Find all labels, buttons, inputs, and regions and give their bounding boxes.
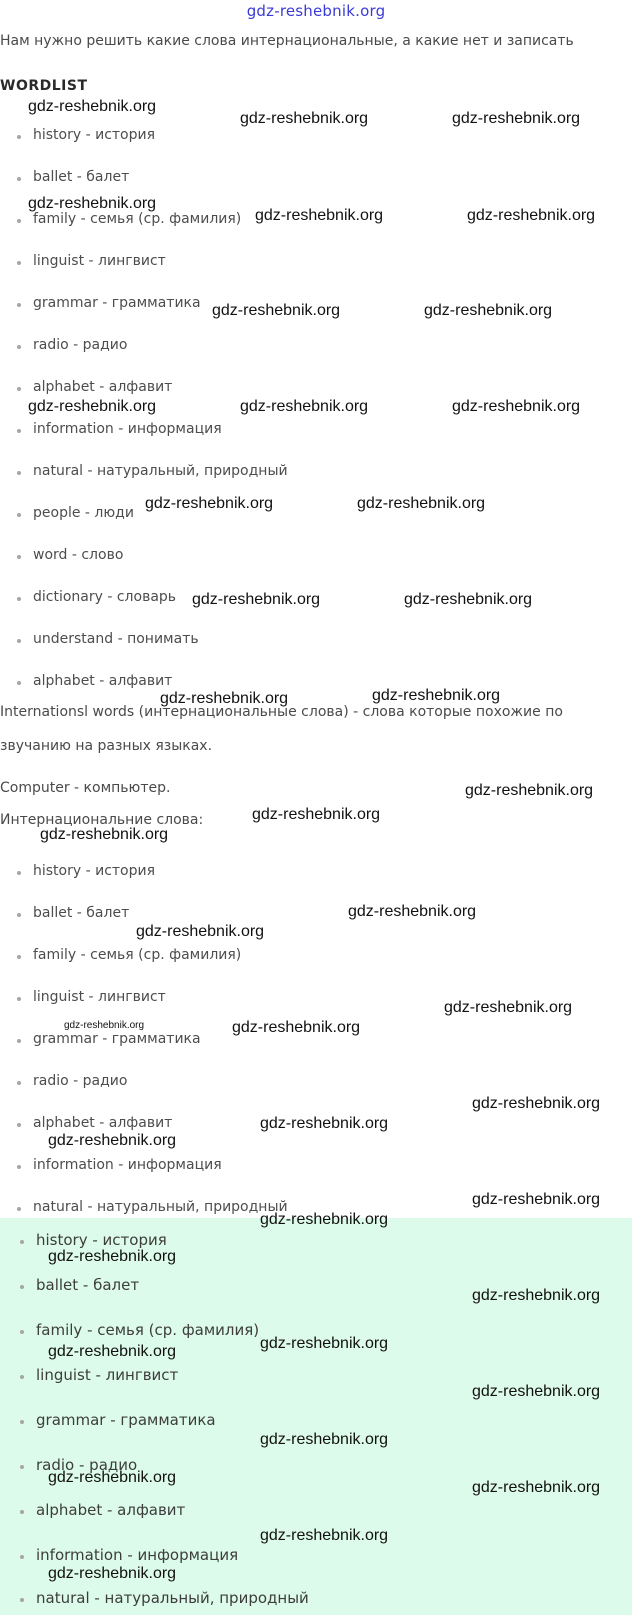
list-item: ballet - балет: [33, 169, 130, 185]
watermark: gdz-reshebnik.org: [64, 1020, 145, 1031]
list-item: radio - радио: [33, 337, 128, 353]
watermark: gdz-reshebnik.org: [232, 1019, 361, 1036]
watermark: gdz-reshebnik.org: [255, 207, 384, 224]
list-bullet: [20, 1285, 24, 1289]
list-bullet: [17, 1165, 21, 1169]
watermark: gdz-reshebnik.org: [240, 110, 369, 127]
watermark: gdz-reshebnik.org: [48, 1469, 177, 1486]
watermark: gdz-reshebnik.org: [452, 110, 581, 127]
list-item: natural - натуральный, природный: [36, 1589, 309, 1607]
list-item: people - люди: [33, 505, 134, 521]
list-bullet: [17, 1081, 21, 1085]
list-item: alphabet - алфавит: [33, 673, 173, 689]
list-bullet: [17, 1039, 21, 1043]
watermark: gdz-reshebnik.org: [260, 1335, 389, 1352]
list-bullet: [20, 1420, 24, 1424]
watermark: gdz-reshebnik.org: [260, 1527, 389, 1544]
watermark: gdz-reshebnik.org: [260, 1431, 389, 1448]
list-bullet: [17, 429, 21, 433]
list-item: linguist - лингвист: [33, 989, 166, 1005]
list-bullet: [20, 1510, 24, 1514]
watermark: gdz-reshebnik.org: [28, 398, 157, 415]
list-bullet: [17, 955, 21, 959]
list-item: history - история: [36, 1231, 167, 1249]
list-item: grammar - грамматика: [36, 1411, 216, 1429]
list-item: radio - радио: [36, 1456, 138, 1474]
list-bullet: [20, 1375, 24, 1379]
list-item: information - информация: [33, 1157, 222, 1173]
list-item: radio - радио: [33, 1073, 128, 1089]
watermark: gdz-reshebnik.org: [240, 398, 369, 415]
list-item: alphabet - алфавит: [33, 379, 173, 395]
list-item: alphabet - алфавит: [36, 1501, 186, 1519]
list-item: history - история: [33, 127, 156, 143]
watermark: gdz-reshebnik.org: [372, 687, 501, 704]
watermark: gdz-reshebnik.org: [48, 1343, 177, 1360]
list-bullet: [17, 871, 21, 875]
list-item: information - информация: [33, 421, 222, 437]
watermark: gdz-reshebnik.org: [160, 690, 289, 707]
list-bullet: [17, 471, 21, 475]
list-bullet: [20, 1555, 24, 1559]
list-item: linguist - лингвист: [36, 1366, 179, 1384]
watermark: gdz-reshebnik.org: [465, 782, 594, 799]
list-bullet: [17, 303, 21, 307]
list-item: ballet - балет: [33, 905, 130, 921]
watermark: gdz-reshebnik.org: [252, 806, 381, 823]
list-item: ballet - балет: [36, 1276, 140, 1294]
list-bullet: [17, 387, 21, 391]
wordlist-heading: WORDLIST: [0, 78, 88, 94]
list-bullet: [17, 219, 21, 223]
list-bullet: [17, 997, 21, 1001]
definition-line-1: Internationsl words (интернациональные слова) - слова которые похожие по: [0, 704, 563, 720]
watermark: gdz-reshebnik.org: [452, 398, 581, 415]
list-item: family - семья (ср. фамилия): [33, 947, 242, 963]
list-bullet: [20, 1240, 24, 1244]
list-bullet: [20, 1465, 24, 1469]
list-bullet: [17, 555, 21, 559]
list-item: dictionary - словарь: [33, 589, 177, 605]
watermark: gdz-reshebnik.org: [212, 302, 341, 319]
watermark: gdz-reshebnik.org: [48, 1248, 177, 1265]
watermark: gdz-reshebnik.org: [424, 302, 553, 319]
watermark: gdz-reshebnik.org: [40, 826, 169, 843]
list-bullet: [17, 639, 21, 643]
list-bullet: [17, 681, 21, 685]
list-item: alphabet - алфавит: [33, 1115, 173, 1131]
watermark: gdz-reshebnik.org: [472, 1095, 601, 1112]
watermark: gdz-reshebnik.org: [472, 1479, 601, 1496]
site-header-link[interactable]: gdz-reshebnik.org: [246, 2, 386, 20]
list-bullet: [17, 135, 21, 139]
watermark: gdz-reshebnik.org: [136, 923, 265, 940]
watermark: gdz-reshebnik.org: [145, 495, 274, 512]
list-bullet: [20, 1330, 24, 1334]
list-item: family - семья (ср. фамилия): [36, 1321, 260, 1339]
list-item: understand - понимать: [33, 631, 199, 647]
list-bullet: [17, 177, 21, 181]
list-bullet: [17, 1123, 21, 1127]
example-text: Computer - компьютер.: [0, 780, 171, 796]
list-item: information - информация: [36, 1546, 239, 1564]
list-bullet: [17, 913, 21, 917]
definition-line-2: звучанию на разных языках.: [0, 738, 213, 754]
list-item: natural - натуральный, природный: [33, 1199, 288, 1215]
list-bullet: [20, 1598, 24, 1602]
intro-text: Нам нужно решить какие слова интернациональные, а какие нет и записать: [0, 33, 574, 49]
watermark: gdz-reshebnik.org: [357, 495, 486, 512]
watermark: gdz-reshebnik.org: [472, 1383, 601, 1400]
list-item: linguist - лингвист: [33, 253, 166, 269]
watermark: gdz-reshebnik.org: [48, 1132, 177, 1149]
list-bullet: [17, 1207, 21, 1211]
list-bullet: [17, 261, 21, 265]
watermark: gdz-reshebnik.org: [472, 1191, 601, 1208]
watermark: gdz-reshebnik.org: [28, 195, 157, 212]
watermark: gdz-reshebnik.org: [444, 999, 573, 1016]
watermark: gdz-reshebnik.org: [28, 98, 157, 115]
watermark: gdz-reshebnik.org: [472, 1287, 601, 1304]
list-item: grammar - грамматика: [33, 295, 201, 311]
international-heading: Интернациональние слова:: [0, 812, 204, 828]
list-item: history - история: [33, 863, 156, 879]
watermark: gdz-reshebnik.org: [260, 1211, 389, 1228]
list-bullet: [17, 597, 21, 601]
list-bullet: [17, 345, 21, 349]
list-item: word - слово: [33, 547, 124, 563]
watermark: gdz-reshebnik.org: [404, 591, 533, 608]
watermark: gdz-reshebnik.org: [348, 903, 477, 920]
list-item: grammar - грамматика: [33, 1031, 201, 1047]
list-item: natural - натуральный, природный: [33, 463, 288, 479]
watermark: gdz-reshebnik.org: [48, 1565, 177, 1582]
watermark: gdz-reshebnik.org: [192, 591, 321, 608]
list-item: family - семья (ср. фамилия): [33, 211, 242, 227]
watermark: gdz-reshebnik.org: [467, 207, 596, 224]
list-bullet: [17, 513, 21, 517]
watermark: gdz-reshebnik.org: [260, 1115, 389, 1132]
